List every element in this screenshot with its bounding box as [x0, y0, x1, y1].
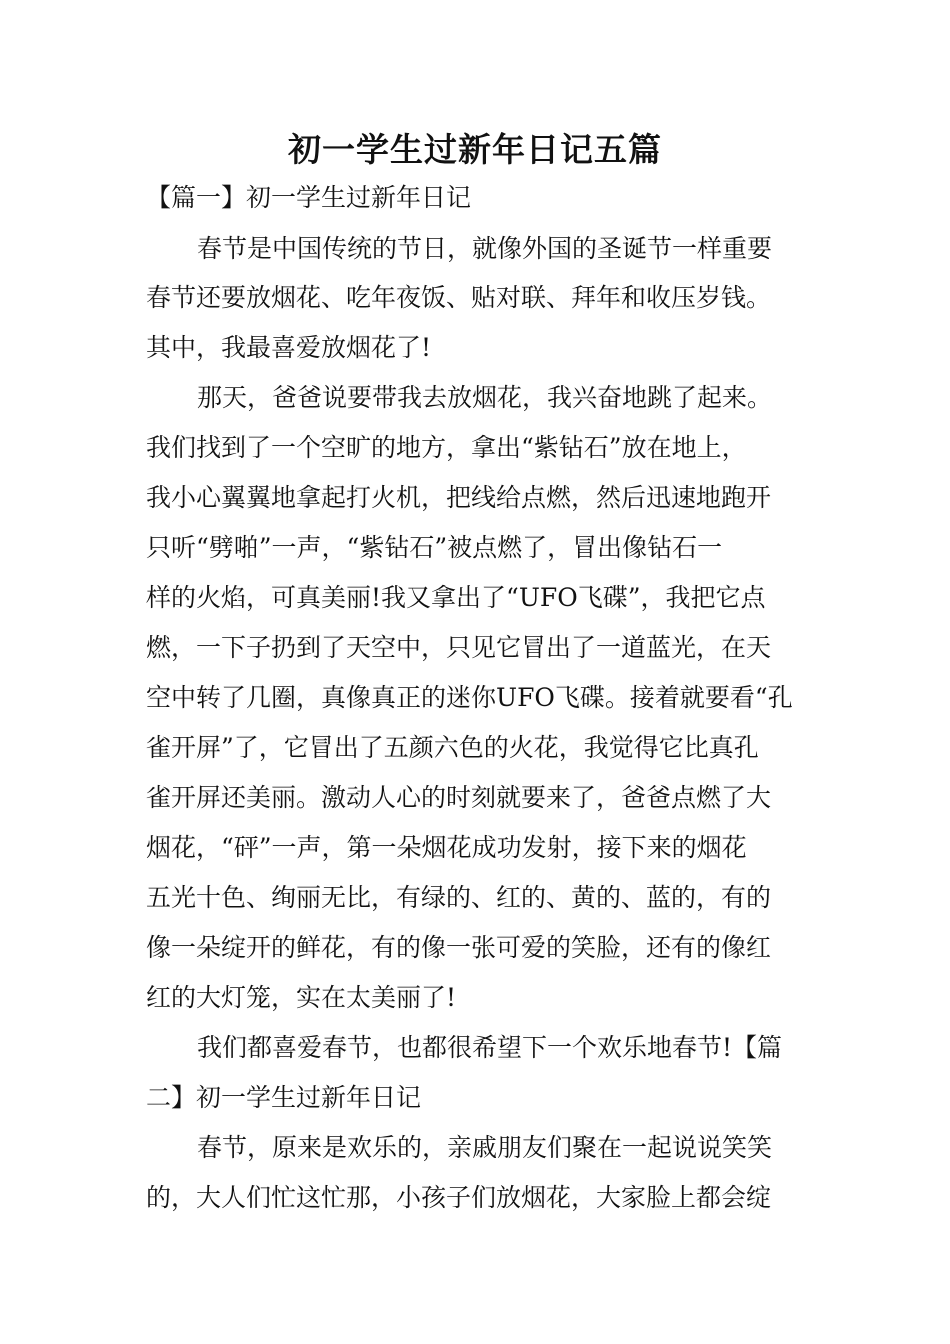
paragraph-line: 春节是中国传统的节日，就像外国的圣诞节一样重要	[197, 234, 773, 263]
paragraph-line: 像一朵绽开的鲜花，有的像一张可爱的笑脸，还有的像红	[146, 933, 772, 962]
paragraph-line: 五光十色、绚丽无比，有绿的、红的、黄的、蓝的，有的	[146, 883, 772, 912]
paragraph-line: 雀开屏还美丽。激动人心的时刻就要来了，爸爸点燃了大	[146, 783, 772, 812]
paragraph-line: 红的大灯笼，实在太美丽了!	[146, 983, 457, 1012]
paragraph-line: 燃，一下子扔到了天空中，只见它冒出了一道蓝光，在天	[146, 633, 772, 662]
paragraph-line: 春节，原来是欢乐的，亲戚朋友们聚在一起说说笑笑	[197, 1133, 773, 1162]
paragraph-line: 只听“劈啪”一声，“紫钻石”被点燃了，冒出像钻石一	[146, 533, 723, 562]
paragraph-line: 烟花，“砰”一声，第一朵烟花成功发射，接下来的烟花	[146, 833, 747, 862]
paragraph-line: 那天，爸爸说要带我去放烟花，我兴奋地跳了起来。	[197, 383, 773, 412]
paragraph-line: 空中转了几圈，真像真正的迷你UFO飞碟。接着就要看“孔	[146, 683, 793, 712]
paragraph-line: 二】初一学生过新年日记	[146, 1083, 422, 1112]
paragraph-line: 样的火焰，可真美丽!我又拿出了“UFO飞碟”，我把它点	[146, 583, 766, 612]
section-heading: 【篇一】初一学生过新年日记	[146, 183, 472, 212]
paragraph-line: 我们都喜爱春节，也都很希望下一个欢乐地春节!【篇	[197, 1033, 783, 1062]
paragraph-line: 雀开屏”了，它冒出了五颜六色的火花，我觉得它比真孔	[146, 733, 759, 762]
paragraph-line: 我们找到了一个空旷的地方，拿出“紫钻石”放在地上，	[146, 433, 747, 462]
document-title: 初一学生过新年日记五篇	[288, 130, 662, 169]
paragraph-line: 的，大人们忙这忙那，小孩子们放烟花，大家脸上都会绽	[146, 1183, 772, 1212]
paragraph-line: 春节还要放烟花、吃年夜饭、贴对联、拜年和收压岁钱。	[146, 283, 772, 312]
paragraph-line: 我小心翼翼地拿起打火机，把线给点燃，然后迅速地跑开	[146, 483, 772, 512]
paragraph-line: 其中，我最喜爱放烟花了!	[146, 333, 432, 362]
